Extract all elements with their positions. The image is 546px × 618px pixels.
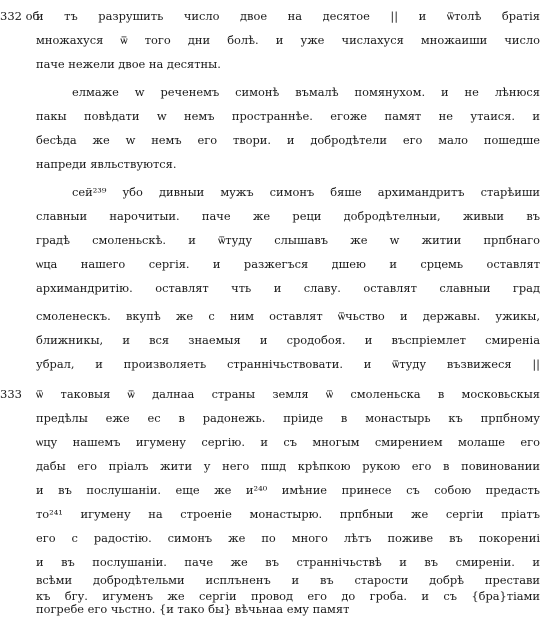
- text-line: и въ послушаніи. паче же въ страннічьствѣ и въ смиреніи. и: [36, 555, 540, 569]
- text-line: смоленескъ. вкупѣ же с ним оставлят ѿчьство и державы. ужикы,: [36, 309, 540, 323]
- text-line: напреди явльствуются.: [36, 157, 177, 171]
- text-line: множахуся ѿ того дни болѣ. и уже числахуся множаиши число: [36, 33, 540, 47]
- text-line: къ бгу. игуменъ же сергіи провод его до гроба. и съ {бра}тіами: [36, 589, 540, 603]
- text-line: его с радостію. симонъ же по много лѣтъ поживе въ покорениі: [36, 531, 540, 545]
- text-line: сей²³⁹ убо дивныи мужъ симонъ бяше архимандритъ старѣиши: [72, 185, 540, 199]
- text-line: пакы повѣдати w немъ пространнѣе. егоже памят не утаися. и: [36, 109, 540, 123]
- text-line: всѣми добродѣтельми исплъненъ и въ старости добрѣ престави: [36, 573, 540, 587]
- text-line: то²⁴¹ игумену на строеніе монастырю. прпбныи же сергіи пріатъ: [36, 507, 540, 521]
- text-line: и тъ разрушить число двое на десятое || и ѿтолѣ братія: [36, 9, 540, 23]
- text-line: и въ послушаніи. еще же и²⁴⁰ имѣние принесе съ собою предасть: [36, 483, 540, 497]
- folio-ref: 333: [0, 387, 22, 401]
- text-line: архимандритію. оставлят чть и славу. оставлят славныи град: [36, 281, 540, 295]
- text-line: паче нежели двое на десятны.: [36, 57, 221, 71]
- folio-ref: 332 об.: [0, 9, 44, 23]
- text-line: убрал, и произволяеть страннічьствовати. и ѿтуду възвижеся ||: [36, 357, 540, 371]
- text-line: ѡца нашего сергія. и разжегъся дшею и срцемь оставлят: [36, 257, 540, 271]
- text-line: погребе его чьстно. {и тако бы} вѣчьнаа ему памят: [36, 602, 350, 616]
- text-line: градѣ смоленьскѣ. и ѿтуду слышавъ же w житии прпбнаго: [36, 233, 540, 247]
- text-line: славныи нарочитыи. паче же реци добродѣтелныи, живыи въ: [36, 209, 540, 223]
- text-line: предѣлы еже ес в радонежь. пріиде в монастырь къ прпбному: [36, 411, 540, 425]
- text-line: ѡцу нашемъ игумену сергію. и съ многым смирением молаше его: [36, 435, 540, 449]
- text-line: ближникы, и вся знаемыя и сродобоя. и въспріемлет смиреніа: [36, 333, 540, 347]
- text-line: ѿ таковыя ѿ далнаа страны земля ѿ смоленьска в московьскыя: [36, 387, 540, 401]
- text-line: бесѣда же w немъ его твори. и добродѣтели его мало пошедше: [36, 133, 540, 147]
- text-line: дабы его пріалъ жити у него пшд крѣпкою рукою его в повиновании: [36, 459, 540, 473]
- text-line: елмаже w реченемъ симонѣ въмалѣ помянухом. и не лѣнюся: [72, 85, 540, 99]
